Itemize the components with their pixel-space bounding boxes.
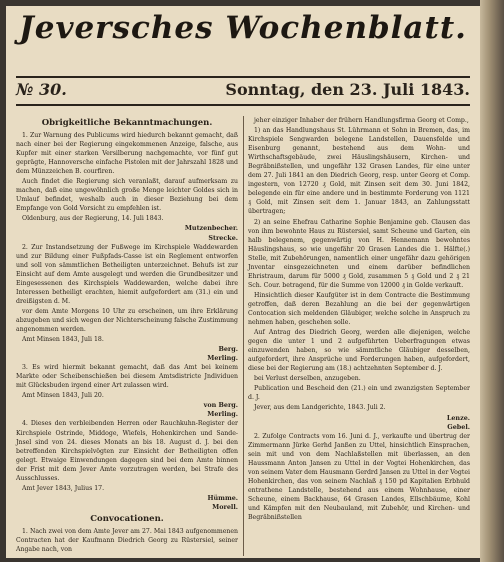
- paragraph: Amt Minsen 1843, Juli 18.: [22, 336, 104, 344]
- paragraph: jeher einziger Inhaber der frühern Handlungsfirma Georg et Comp.,: [254, 117, 469, 124]
- paragraph: vor dem Amte Morgens 10 Uhr zu erscheinen, um ihre Erklärung abzugeben und sich wegen der Nichterscheinung falsche Zustimmung angenommen werden.: [16, 307, 238, 333]
- signature: Merling.: [207, 410, 238, 419]
- signature: Merling.: [207, 354, 238, 363]
- paragraph: 4. Dieses den verbleibenden Herren oder Rauchkuhn-Register der Kirchspiele Ostrinde, Middoge, Wiefels, Hohenkirchen und Sande-Jnsel sind von 24. dieses Monats an bis 18. August d. J. bei den betreffenden Kirchspielvögten zur Einsicht der Betheiligten offen gelegt. Etwaige Einwendungen dagegen sind bei dem Amte binnen der Frist mit dem Jever Amte vorzutragen werden, bei Strafe des Ausschlusses.: [16, 420, 238, 482]
- section-heading-official: Obrigkeitliche Bekanntmachungen.: [41, 118, 213, 128]
- column-separator: [243, 116, 244, 556]
- paragraph: bei Verlust derselben, anzugeben.: [254, 375, 361, 383]
- paragraph: 3. Es wird hiermit bekannt gemacht, daß das Amt bei keinem Markte oder Scheibenschießen bei diesem Amtsdistricte Jndividuen mit Glücksbuden irgend einer Art zulassen wird.: [16, 364, 238, 390]
- issue-number: № 30.: [16, 80, 67, 99]
- issue-date: Sonntag, den 23. Juli 1843.: [225, 80, 470, 99]
- paragraph: Hinsichtlich dieser Kaufgüter ist in dem Contracte die Bestimmung getroffen, daß deren Bezahlung an die bei der gegenwärtigen Contocation sich meldenden Gläubiger, welche solche in Anspruch zu nehmen haben, geschehen solle.: [248, 291, 470, 327]
- paragraph: 2) an seine Ehefrau Catharine Sophie Benjamine geb. Clausen das von ihm bewohnte Haus zu Rüstersiel, samt Scheune und Garten, ein halb belegenem, gegenwärtig von H. Hennemann bewohntes Häuslingshaus, so wie ungefähr 20 Grasen Landes die 1. Hälfte(.) Stelle, mit Zubehörungen, namentlich einer ungefähr dazu gehörigen Jnventar einsgezeichneten und einem darüber befindlichen Ehristraum, darum für 5000 ₰ Gold, zusammen 5 ₰ Gold und 2 ₰ 21 Sch. Cour. betragend, für die Summe von 12000 ₰ in Golde verkauft.: [248, 218, 470, 289]
- book-spine: [480, 0, 504, 562]
- signature: Gebel.: [447, 422, 470, 431]
- signature: Lenze.: [446, 413, 470, 422]
- paragraph: 2. Zufolge Contracts vom 16. Juni d. J., verkaufte und übertrug der Zimmermann Jürke Gerhd Janßen zu Uttel, hinsichtlich Einsprachen, sein mit und von dem Nachlaßstellen mit überlassen, an den Haussmann Anton Jansen zu Uttel in der Vogtei Hohenkirchen, das von seinem Vater dem Hausmann Gerdrd Jansen zu Uttel in der Vogtei Hohenkirchen, das von seinem Nachlaß ₰ 150 pd Kapitalien Erbhuld entrathene Landstelle, bestehend aus einem Wohnhause, einer Scheune, einem Backhause, 64 Grasen Landes, Ellschbäume, Kohl und Kämpfen mit den Neubauland, mit Zubehör, und Kirchen- und Begräbnißstellen: [248, 432, 470, 522]
- top-rule: [16, 76, 470, 78]
- masthead-title: Jeversches Wochenblatt.: [19, 10, 467, 46]
- signature: Berg.: [218, 345, 238, 354]
- paragraph: 1) an das Handlungshaus St. Lührmann et Sohn in Bremen, das, im Kirchspiele Sengwarden belegene Landstellen, Dauensfelde und Eisenburg genannt, bestehend aus dem Wohn- und Wirthschaftsgebäude, zwei Häuslingshäusern, Kirchen- und Begräbnißstellen, und ungefähr 132 Grasen Landes, für eine unter dem 27. Juli 1841 an den Diedrich Georg, resp. unter Georg et Comp. ingestern, von 12720 ₰ Gold, mit Zinsen seit dem 30. Juni 1842, belegende ein für eine andere und in bestimmte Forderung von 1121 ₰ Gold, mit Zinsen seit dem 1. Januar 1843, an Zahlungsstatt übertragen;: [248, 127, 470, 216]
- paragraph: 1. Nach zwei von dem Amte Jever am 27. Mai 1843 aufgenommenen Contracten hat der Kaufmann Diedrich Georg zu Rüstersiel, seiner Angabe nach, von: [16, 527, 238, 554]
- paragraph: Auf Antrag des Diedrich Georg, werden alle diejenigen, welche gegen die unter 1 und 2 aufgeführten Ueberfragungen etwas einzuwenden haben, so wie sämmtliche Gläubiger desselben, aufgefordert, ihre Ansprüche und Forderungen haben, aufgefordert, diese bei der Regierung am (18.) achtzehnten September d. J.: [248, 329, 470, 373]
- signature: Morell.: [212, 502, 238, 511]
- newspaper-page: [6, 6, 480, 558]
- paragraph: 2. Zur Instandsetzung der Fußwege im Kirchspiele Waddewarden und zur Bildung einer Fußpfads-Casse ist ein Reglement entworfen und soll von sämmtlichen Betheiligten unterzeichnet. Behufs ist zur Einsicht auf dem Amte ausgelegt und werden die Grundbesitzer und Eingesessenen des Kirchspiels Waddewarden, welche dabei ihre Interessen betheiligt erachten, hiemit aufgefordert am (31.) ein und dreißigsten d. M.: [16, 243, 238, 305]
- paragraph: Jever, aus dem Landgerichte, 1843. Juli 2.: [254, 404, 386, 412]
- left-column: [16, 116, 238, 555]
- signature: Mutzenbecher.: [184, 224, 238, 233]
- paragraph: Auch findet die Regierung sich veranlaßt, darauf aufmerksam zu machen, daß eine ungewöhnlich große Menge leichter Goldes sich in Umlauf befindet, weshalb auch in dieser Beziehung bei dem Empfange von Gold Vorsicht zu empfehlen ist.: [16, 178, 238, 213]
- right-column: [248, 116, 470, 523]
- signature: von Berg.: [203, 401, 238, 410]
- section-heading-convocations: Convocationen.: [90, 513, 164, 524]
- bottom-rule: [16, 104, 470, 106]
- paragraph: Amt Jever 1843, Julius 17.: [22, 484, 105, 492]
- paragraph: Oldenburg, aus der Regierung, 14. Juli 1843.: [22, 215, 164, 223]
- paragraph: Publication und Bescheid den (21.) ein und zwanzigsten September d. J.: [248, 385, 470, 402]
- signature: Strecke.: [208, 233, 238, 242]
- issue-line: [16, 80, 470, 99]
- paragraph: Amt Minsen 1843, Juli 20.: [22, 392, 104, 400]
- paragraph: 1. Zur Warnung des Publicums wird hiedurch bekannt gemacht, daß nach einer bei der Regierung eingekommenen Anzeige, falsche, aus Kupfer mit einer starken Versilberung nachgemachte, vor fünf gut geprägte, Hannoversche einfache Pistolen mit der Jahrszahl 1828 und dem Münzzeichen B. courfiren.: [16, 132, 238, 176]
- signature: Hümme.: [207, 493, 238, 502]
